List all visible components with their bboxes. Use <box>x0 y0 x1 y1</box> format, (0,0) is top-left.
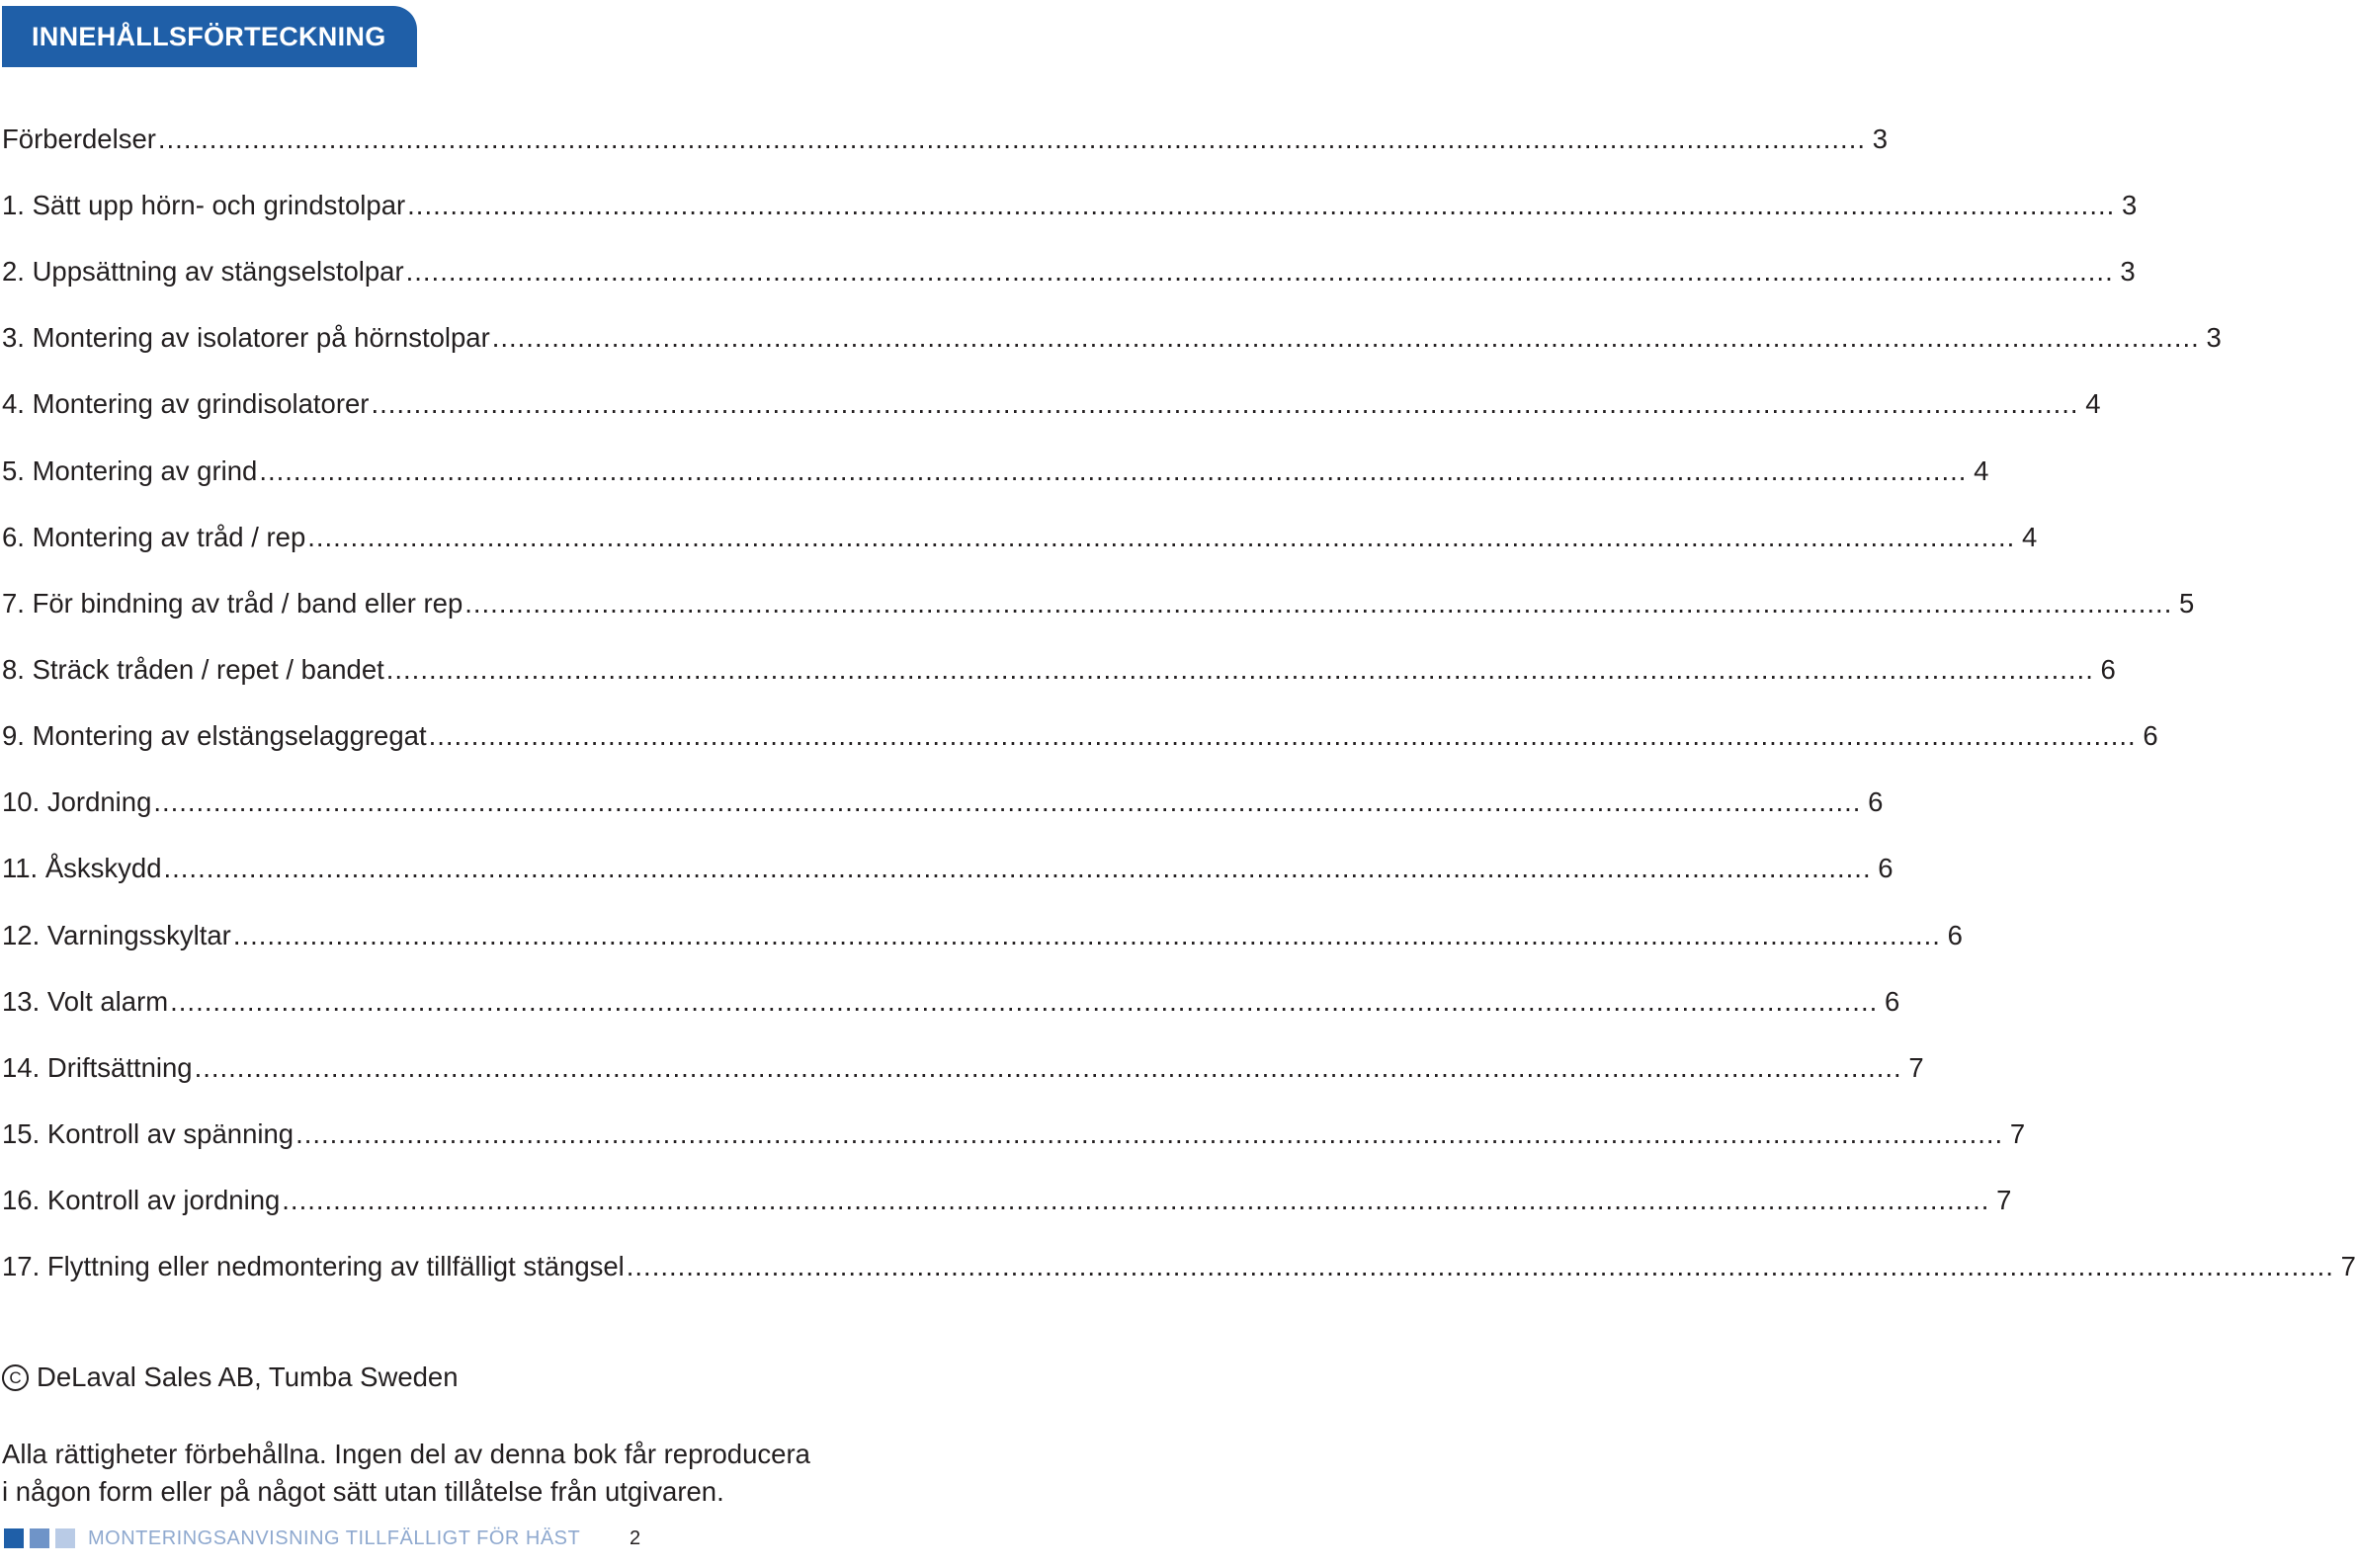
page-number: 2 <box>630 1527 641 1549</box>
toc-entry <box>2 1167 2012 1233</box>
toc-entry-page: 6 <box>2143 720 2158 752</box>
toc-entry <box>2 769 1884 835</box>
toc-dot-leader: ........................................................................................................................................................................................................ <box>259 454 1968 486</box>
toc-entry-label: 4. Montering av grindisolatorer <box>2 388 370 420</box>
toc-entry-page: 3 <box>1872 123 1888 154</box>
toc-entry-label: Förberdelser <box>2 123 156 154</box>
toc-entry <box>2 1034 1924 1101</box>
page-title: INNEHÅLLSFÖRTECKNING <box>32 21 386 51</box>
toc-entry-label: 7. För bindning av tråd / band eller rep <box>2 587 463 619</box>
toc-entry <box>2 172 2138 238</box>
table-of-contents <box>2 106 2356 1300</box>
section-header <box>2 6 417 67</box>
toc-dot-leader: ........................................................................................................................................................................................................ <box>153 786 1862 818</box>
toc-entry <box>2 968 1900 1034</box>
toc-entry-label: 2. Uppsättning av stängselstolpar <box>2 256 404 288</box>
toc-entry <box>2 636 2116 702</box>
toc-entry-label: 10. Jordning <box>2 786 152 818</box>
toc-dot-leader: ........................................................................................................................................................................................................ <box>464 587 2173 619</box>
toc-entry <box>2 504 2038 570</box>
toc-entry-page: 6 <box>1878 853 1893 884</box>
toc-entry <box>2 371 2101 438</box>
toc-entry-page: 6 <box>2100 653 2116 685</box>
toc-entry-page: 4 <box>1974 454 1989 486</box>
toc-entry-page: 3 <box>2206 322 2222 354</box>
toc-dot-leader: ........................................................................................................................................................................................................ <box>371 388 2079 420</box>
footer-square-icon <box>30 1528 49 1548</box>
toc-entry-page: 4 <box>2022 521 2038 552</box>
toc-entry-page: 7 <box>2009 1117 2026 1149</box>
toc-dot-leader: ........................................................................................................................................................................................................ <box>405 256 2114 288</box>
rights-notice <box>2 1436 810 1511</box>
toc-entry-label: 16. Kontroll av jordning <box>2 1185 281 1216</box>
page-footer <box>0 1527 949 1550</box>
copyright-line <box>2 1362 459 1393</box>
toc-dot-leader: ........................................................................................................................................................................................................ <box>295 1117 2004 1149</box>
toc-dot-leader: ........................................................................................................................................................................................................ <box>232 919 1941 950</box>
toc-dot-leader: ........................................................................................................................................................................................................ <box>157 123 1866 154</box>
toc-entry-page: 3 <box>2121 189 2138 220</box>
rights-line: i någon form eller på något sätt utan tillåtelse från utgivaren. <box>2 1476 724 1507</box>
footer-title: MONTERINGSANVISNING TILLFÄLLIGT FÖR HÄST <box>88 1527 581 1549</box>
toc-dot-leader: ........................................................................................................................................................................................................ <box>307 521 2016 552</box>
toc-entry-page: 6 <box>1868 786 1884 818</box>
toc-entry-page: 7 <box>1908 1051 1924 1083</box>
copyright-icon: C <box>2 1364 29 1391</box>
toc-entry-label: 11. Åskskydd <box>2 853 162 884</box>
toc-entry-page: 4 <box>2085 388 2101 420</box>
toc-entry <box>2 902 1963 968</box>
toc-entry-page: 3 <box>2120 256 2136 288</box>
toc-dot-leader: ........................................................................................................................................................................................................ <box>407 189 2116 220</box>
toc-entry-page: 7 <box>1996 1185 2012 1216</box>
toc-entry <box>2 570 2195 636</box>
toc-entry-label: 12. Varningsskyltar <box>2 919 231 950</box>
toc-entry <box>2 702 2158 769</box>
toc-entry <box>2 1101 2026 1167</box>
toc-entry-label: 17. Flyttning eller nedmontering av tillfälligt stängsel <box>2 1251 625 1282</box>
toc-entry <box>2 106 1888 172</box>
footer-square-icon <box>4 1528 24 1548</box>
toc-entry-label: 3. Montering av isolatorer på hörnstolpar <box>2 322 490 354</box>
rights-line: Alla rättigheter förbehållna. Ingen del av denna bok får reproducera <box>2 1439 810 1469</box>
toc-entry-label: 8. Sträck tråden / repet / bandet <box>2 653 384 685</box>
toc-entry-label: 9. Montering av elstängselaggregat <box>2 720 427 752</box>
toc-entry <box>2 238 2136 304</box>
toc-entry-page: 6 <box>1884 985 1900 1017</box>
toc-dot-leader: ........................................................................................................................................................................................................ <box>170 985 1879 1017</box>
toc-entry-page: 7 <box>2340 1251 2356 1282</box>
toc-dot-leader: ........................................................................................................................................................................................................ <box>163 853 1872 884</box>
toc-entry-label: 15. Kontroll av spänning <box>2 1117 294 1149</box>
toc-entry-page: 6 <box>1947 919 1963 950</box>
toc-entry-label: 14. Driftsättning <box>2 1051 193 1083</box>
toc-dot-leader: ........................................................................................................................................................................................................ <box>385 653 2094 685</box>
toc-dot-leader: ........................................................................................................................................................................................................ <box>491 322 2200 354</box>
toc-entry-label: 13. Volt alarm <box>2 985 169 1017</box>
toc-entry-label: 5. Montering av grind <box>2 454 258 486</box>
toc-entry <box>2 1233 2356 1299</box>
toc-entry <box>2 836 1893 902</box>
toc-dot-leader: ........................................................................................................................................................................................................ <box>626 1251 2334 1282</box>
toc-entry-label: 1. Sätt upp hörn- och grindstolpar <box>2 189 406 220</box>
toc-dot-leader: ........................................................................................................................................................................................................ <box>282 1185 1990 1216</box>
footer-square-icon <box>55 1528 75 1548</box>
toc-entry-label: 6. Montering av tråd / rep <box>2 521 306 552</box>
toc-entry-page: 5 <box>2179 587 2195 619</box>
toc-entry <box>2 438 1989 504</box>
toc-dot-leader: ........................................................................................................................................................................................................ <box>428 720 2137 752</box>
toc-entry <box>2 304 2222 371</box>
toc-dot-leader: ........................................................................................................................................................................................................ <box>194 1051 1902 1083</box>
copyright-text: DeLaval Sales AB, Tumba Sweden <box>37 1362 459 1392</box>
